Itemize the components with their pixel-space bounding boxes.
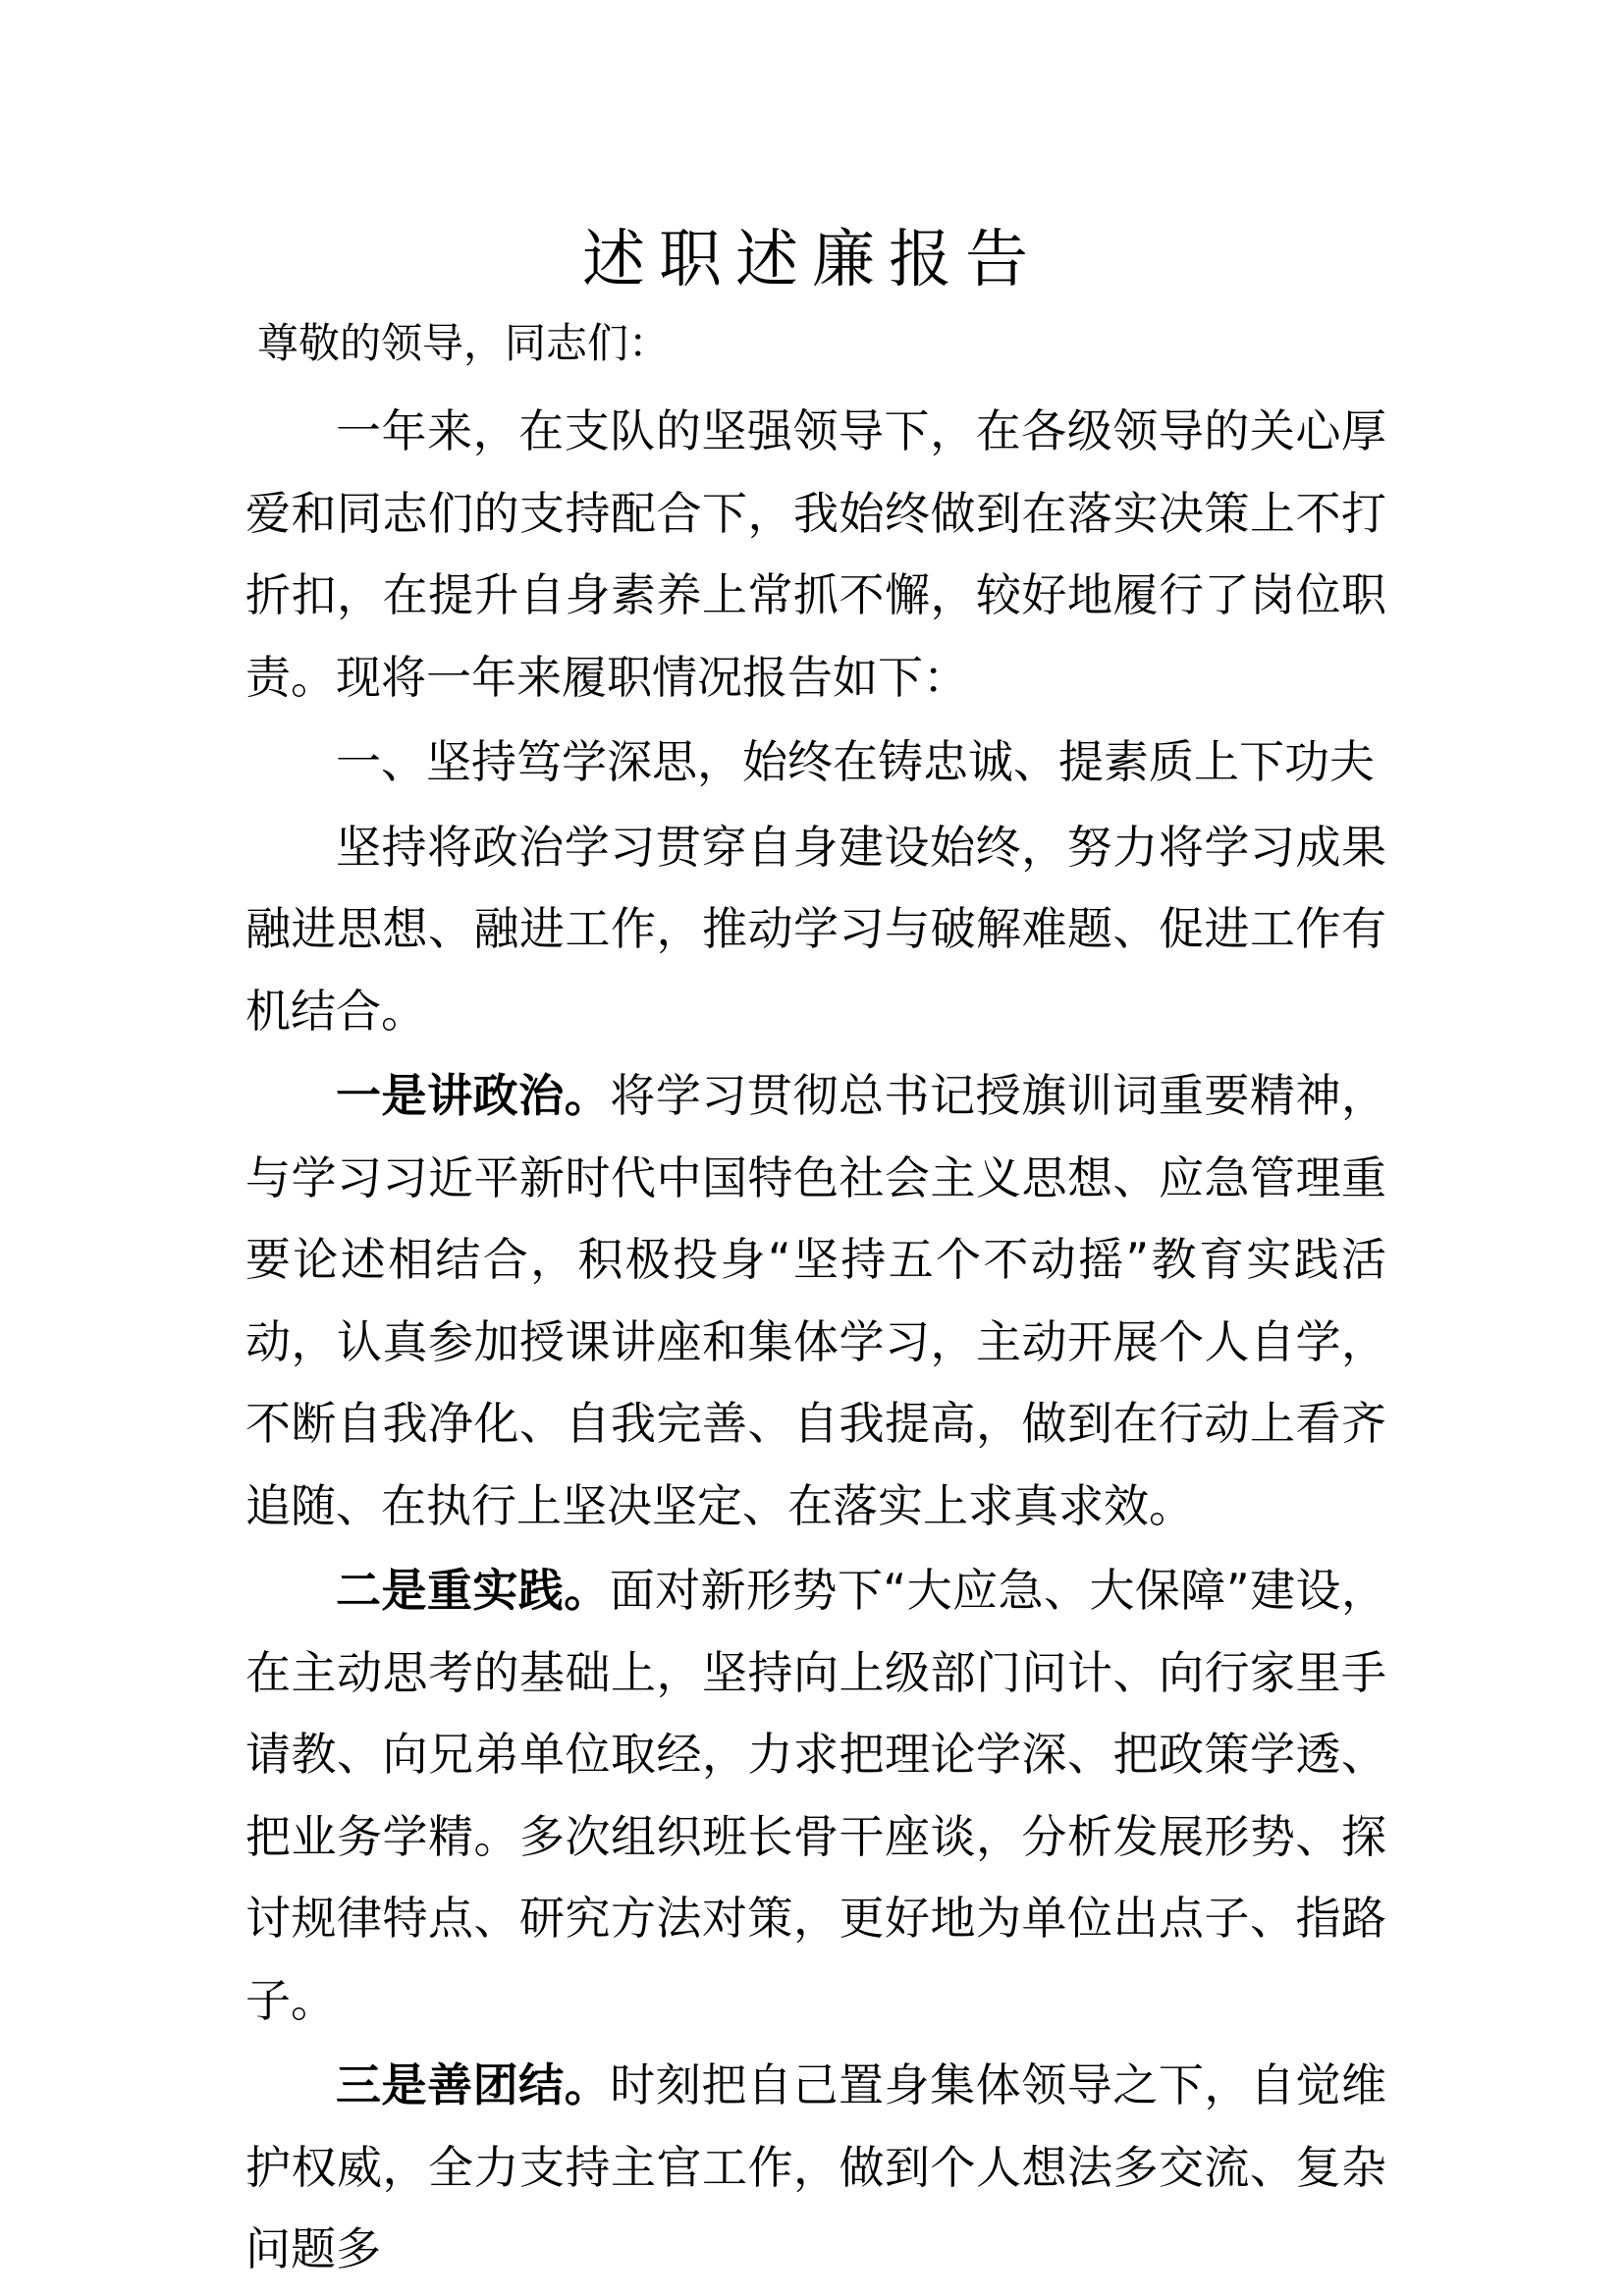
paragraph-practice xyxy=(245,1550,1386,2042)
paragraph-text: 坚持将政治学习贯穿自身建设始终，努力将学习成果融进思想、融进工作，推动学习与破解难题、促进工作有机结合。 xyxy=(245,820,1386,1038)
paragraph-text: 将学习贯彻总书记授旗训词重要精神，与学习习近平新时代中国特色社会主义思想、应急管理重要论述相结合，积极投身“坚持五个不动摇”教育实践活动，认真参加授课讲座和集体学习，主动开展个人自学，不断自我净化、自我完善、自我提高，做到在行动上看齐追随、在执行上坚决坚定、在落实上求真求效。 xyxy=(245,1069,1387,1532)
paragraph-summary xyxy=(245,807,1386,1053)
paragraph-unity xyxy=(245,2045,1386,2291)
paragraph-text: 一年来，在支队的坚强领导下，在各级领导的关心厚爱和同志们的支持配合下，我始终做到在落实决策上不打折扣，在提升自身素养上常抓不懈，较好地履行了岗位职责。现将一年来履职情况报告如下： xyxy=(245,404,1386,704)
section-heading xyxy=(245,721,1386,804)
salutation: 尊敬的领导，同志们： xyxy=(257,319,671,367)
paragraph-lead: 三是善团结。 xyxy=(336,2058,611,2111)
document-title: 述职述廉报告 xyxy=(582,224,1042,296)
paragraph-lead: 一是讲政治。 xyxy=(336,1069,611,1122)
paragraph-text: 面对新形势下“大应急、大保障”建设，在主动思考的基础上，坚持向上级部门问计、向行家里手请教、向兄弟单位取经，力求把理论学深、把政策学透、把业务学精。多次组织班长骨干座谈，分析发展形势、探讨规律特点、研究方法对策，更好地为单位出点子、指路子。 xyxy=(245,1564,1386,2027)
document-body xyxy=(245,391,1386,2291)
paragraph-text: 时刻把自己置身集体领导之下，自觉维护权威，全力支持主官工作，做到个人想法多交流、复杂问题多 xyxy=(245,2058,1387,2275)
paragraph-politics xyxy=(245,1055,1386,1547)
paragraph-text: 一、坚持笃学深思，始终在铸忠诚、提素质上下功夫 xyxy=(336,735,1375,788)
paragraph-intro xyxy=(245,391,1386,719)
paragraph-lead: 二是重实践。 xyxy=(336,1564,610,1617)
